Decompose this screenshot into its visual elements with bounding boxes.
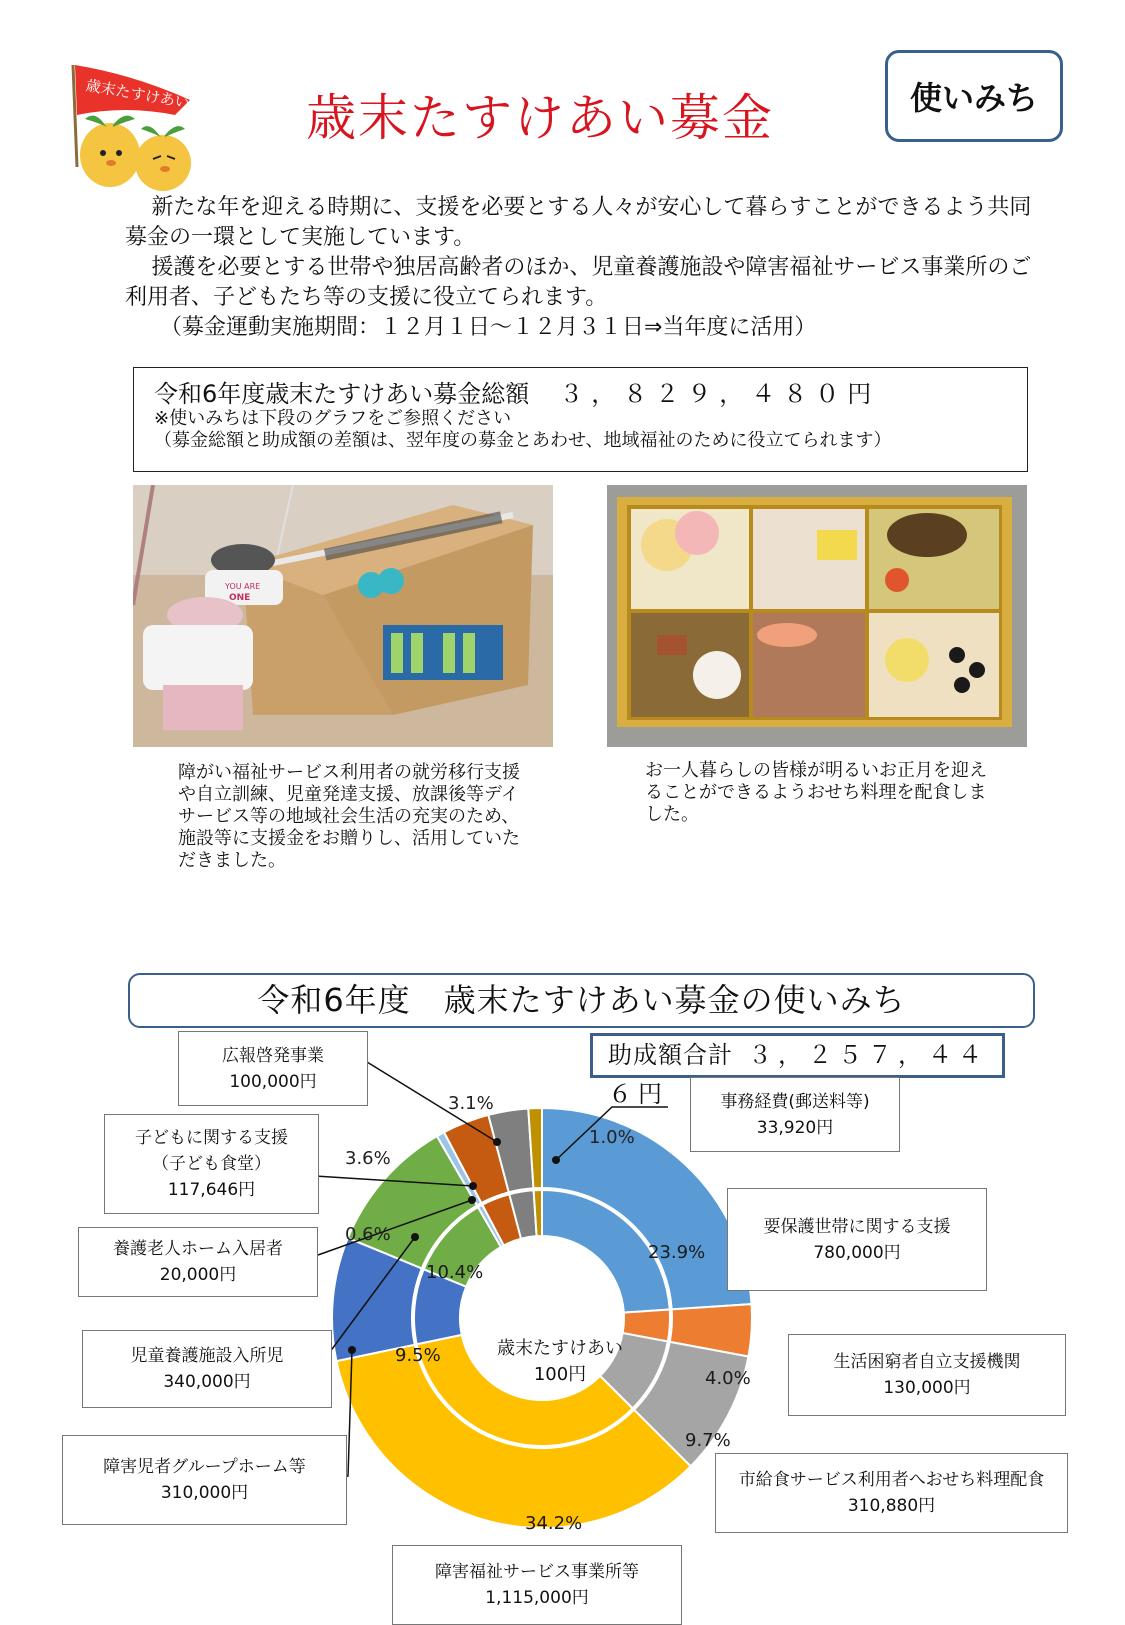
caption-osechi: お一人暮らしの皆様が明るいお正月を迎えることができるようおせち料理を配食しました。 (645, 760, 987, 825)
leader-dot-1 (552, 1156, 560, 1164)
leader-dot-5 (348, 1346, 356, 1354)
pct-kodomo: 3.6% (345, 1148, 391, 1169)
callout-seikatsu-amount: 130,000円 (883, 1378, 971, 1398)
callout-jidou (82, 1330, 332, 1408)
usage-tag: 使いみち (885, 50, 1063, 142)
pct-kouhou: 3.1% (448, 1093, 494, 1114)
leader-dot-4 (411, 1233, 419, 1241)
pct-kyushoku: 9.7% (685, 1430, 731, 1451)
callout-kyushoku (715, 1453, 1068, 1533)
callout-seikatsu-name: 生活困窮者自立支援機関 (833, 1352, 1021, 1372)
callout-group (62, 1435, 347, 1525)
callout-kodomo (104, 1114, 319, 1214)
photo-facility-goods (133, 485, 553, 747)
leader-dot-0 (493, 1138, 501, 1146)
callout-shogai (392, 1545, 682, 1625)
intro-paragraph-1: 新たな年を迎える時期に、支援を必要とする人々が安心して暮らすことができるよう共同募金の一環として実施しています。 (125, 195, 1032, 250)
callout-jidou-name: 児童養護施設入所児 (130, 1346, 284, 1366)
pct-group: 9.5% (395, 1345, 441, 1366)
page-title: 歳末たすけあい募金 (306, 89, 774, 147)
callout-shogai-name: 障害福祉サービス事業所等 (435, 1562, 639, 1582)
flag-text: 歳末たすけあい (84, 76, 192, 113)
callout-yougo-amount: 20,000円 (159, 1265, 237, 1285)
callout-shogai-amount: 1,115,000円 (485, 1588, 589, 1608)
callout-kodomo-amount: 117,646円 (167, 1180, 256, 1200)
photo-osechi (607, 485, 1027, 747)
callout-jidou-amount: 340,000円 (163, 1372, 251, 1392)
svg-text:ONE: ONE (229, 593, 251, 603)
callout-jimu (690, 1077, 900, 1152)
grant-total-value: ３，２５７，４４６円 (608, 1041, 988, 1108)
callout-jimu-amount: 33,920円 (756, 1117, 834, 1138)
leader-dot-3 (468, 1196, 476, 1204)
callout-kouhou (178, 1031, 368, 1106)
mascot-illustration (55, 55, 205, 195)
donut-center-line1: 歳末たすけあい (497, 1338, 623, 1359)
callout-kodomo-sub: （子ども食堂） (152, 1154, 271, 1174)
svg-text:YOU ARE: YOU ARE (225, 582, 261, 591)
intro-paragraph-2: 援護を必要とする世帯や独居高齢者のほか、児童養護施設や障害福祉サービス事業所のご利用者、子どもたち等の支援に役立てられます。 (125, 255, 1032, 310)
callout-kyushoku-name: 市給食サービス利用者へおせち料理配食 (738, 1470, 1045, 1490)
callout-yougo-name: 養護老人ホーム入居者 (113, 1239, 283, 1259)
callout-youhogo (727, 1188, 987, 1291)
callout-seikatsu (788, 1334, 1066, 1416)
callout-kodomo-name: 子どもに関する支援 (135, 1128, 288, 1148)
pct-yougo: 0.6% (345, 1224, 391, 1245)
donut-center-line2: 100円 (533, 1364, 587, 1385)
total-amount: ３，８２９，４８０円 (559, 380, 880, 408)
pct-seikatsu: 4.0% (705, 1368, 751, 1389)
callout-kyushoku-amount: 310,880円 (847, 1496, 936, 1516)
total-label: 令和6年度歳末たすけあい募金総額 (154, 380, 530, 408)
pct-youhogo: 23.9% (648, 1242, 706, 1263)
pct-jimu: 1.0% (589, 1127, 635, 1148)
leader-dot-2 (469, 1182, 477, 1190)
total-note-2: （募金総額と助成額の差額は、翌年度の募金とあわせ、地域福祉のために役立てられます） (154, 430, 892, 451)
callout-group-name: 障害児者グループホーム等 (103, 1457, 306, 1477)
callout-youhogo-amount: 780,000円 (813, 1242, 901, 1263)
caption-facility: 障がい福祉サービス利用者の就労移行支援や自立訓練、児童発達支援、放課後等デイサービス等の地域社会生活の充実のため、施設等に支援金をお贈りし、活用していただきました。 (178, 762, 520, 871)
callout-kouhou-amount: 100,000円 (229, 1071, 317, 1092)
total-box (133, 367, 1028, 472)
campaign-period: （募金運動実施期間：１２月１日～１２月３１日⇒当年度に活用） (160, 315, 817, 340)
callout-yougo (78, 1227, 318, 1297)
grant-total-label: 助成額合計 (608, 1041, 733, 1069)
callout-jimu-name: 事務経費(郵送料等) (720, 1091, 870, 1112)
callout-group-amount: 310,000円 (160, 1483, 249, 1503)
chart-title: 令和6年度 歳末たすけあい募金の使いみち (128, 973, 1035, 1028)
intro-text (125, 193, 1040, 343)
pct-jidou: 10.4% (426, 1262, 484, 1283)
callout-youhogo-name: 要保護世帯に関する支援 (763, 1216, 951, 1237)
callout-kouhou-name: 広報啓発事業 (222, 1045, 324, 1066)
total-note-1: ※使いみちは下段のグラフをご参照ください (154, 408, 512, 429)
pct-shogai: 34.2% (525, 1513, 583, 1534)
donut-center-label (490, 1336, 630, 1388)
